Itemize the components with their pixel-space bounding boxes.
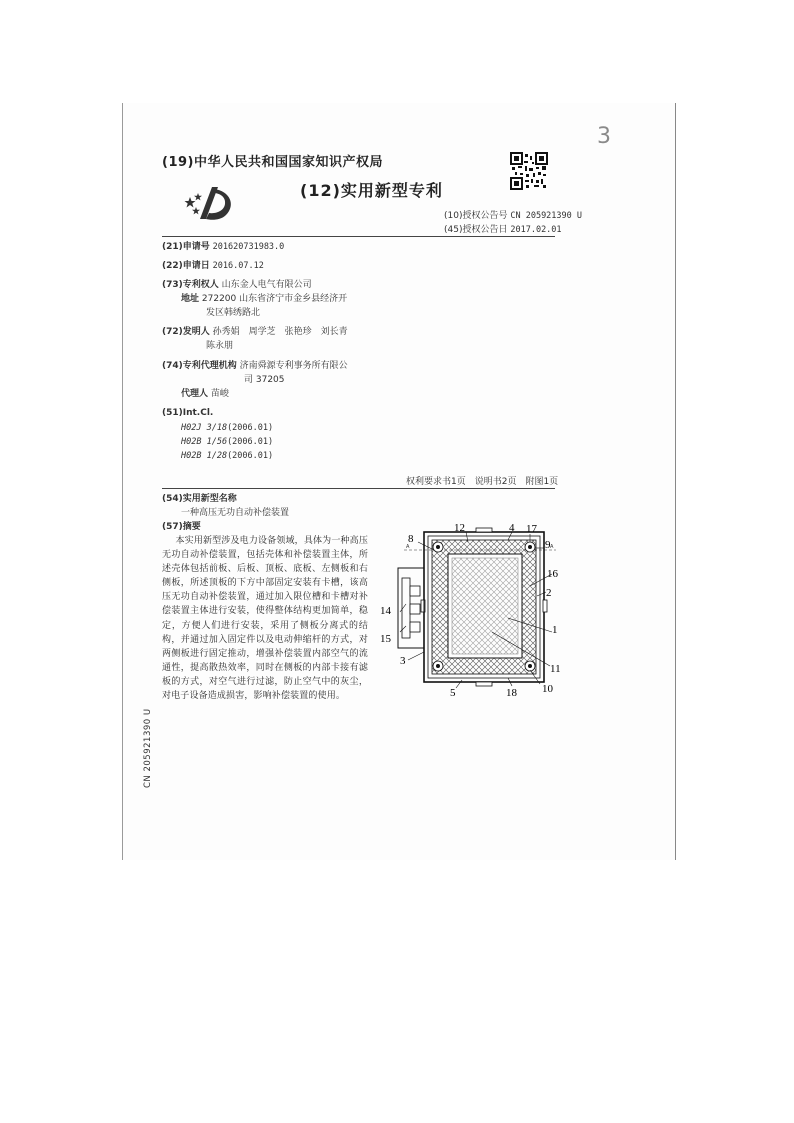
patent-kind: (12)实用新型专利 [300, 181, 443, 200]
patentee: 山东金人电气有限公司 [221, 280, 312, 290]
side-publication-number: CN 205921390 U [143, 708, 153, 788]
handwritten-page-number: 3 [597, 124, 611, 149]
ipc-label: (51)Int.Cl. [162, 408, 214, 418]
address-line-1: 272200 山东省济宁市金乡县经济开 [201, 294, 348, 304]
office-name: (19)中华人民共和国国家知识产权局 [162, 155, 383, 170]
bottom-slot [476, 682, 492, 686]
agent-label: 代理人 [181, 389, 209, 399]
grant-number: CN 205921390 U [510, 211, 583, 221]
address-label: 地址 [181, 294, 200, 304]
grant-date-row [444, 223, 562, 237]
agent: 苗峻 [210, 389, 229, 399]
inventors-row [162, 325, 348, 339]
fixing-block [410, 604, 420, 614]
callout-14: 14 [380, 605, 391, 617]
patentee-label: (73)专利权人 [162, 280, 219, 290]
agency-row [162, 359, 348, 373]
callout-8: 8 [408, 533, 414, 545]
grant-date-label: (45)授权公告日 [444, 225, 508, 235]
section-mark: A [550, 544, 554, 550]
cnipa-logo [182, 183, 238, 223]
callout-9: 9 [545, 539, 551, 551]
title-label: (54)实用新型名称 [162, 494, 237, 504]
section-mark: A [406, 544, 410, 550]
utility-model-title: 一种高压无功自动补偿装置 [181, 508, 290, 518]
pages-summary: 权利要求书1页 说明书2页 附图1页 [406, 477, 559, 487]
inventors-line-1: 孙秀娟 周学芝 张艳珍 刘长青 [212, 327, 348, 337]
inventors-label: (72)发明人 [162, 327, 210, 337]
header-rule [162, 236, 555, 237]
agency-label: (74)专利代理机构 [162, 361, 237, 371]
grant-number-row [444, 209, 582, 223]
fixing-block [410, 622, 420, 632]
abstract-text: 本实用新型涉及电力设备领域，具体为一种高压无功自动补偿装置，包括壳体和补偿装置主体，所述壳体包括前板、后板、顶板、底板、左侧板和右侧板，所述顶板的下方中部固定安装有卡槽，该高压无功自动补偿装置，通过加入限位槽和卡槽对补偿装置主体进行安装，使得整体结构更加简单，稳定，方便人们进行安装，采用了侧板分离式的结构，并通过加入固定件以及电动伸缩杆的方式，对两侧板进行固定推动，增强补偿装置内部空气的流通性，提高散热效率，同时在侧板的内部卡接有滤板的方式，对空气进行过滤，防止空气中的灰尘，对电子设备造成损害，影响补偿装置的使用。 [162, 536, 368, 702]
application-date-row [162, 259, 264, 273]
callout-2: 2 [546, 587, 552, 599]
callout-18: 18 [506, 687, 517, 699]
right-latch [543, 600, 547, 612]
inventors-line-2: 陈永朋 [206, 341, 234, 351]
callout-15: 15 [380, 633, 391, 645]
ipc-entry: H02B 1/28(2006.01) [181, 451, 274, 461]
grant-date: 2017.02.01 [510, 225, 562, 235]
patentee-row [162, 278, 312, 292]
application-number-label: (21)申请号 [162, 242, 210, 252]
abstract-label: (57)摘要 [162, 522, 201, 532]
callout-11: 11 [550, 663, 561, 675]
application-number-row [162, 240, 284, 254]
address-row [181, 292, 347, 306]
ipc-entry: H02J 3/18(2006.01) [181, 423, 274, 433]
callout-3: 3 [400, 655, 406, 667]
application-number: 201620731983.0 [212, 242, 285, 252]
abstract-figure [380, 520, 580, 700]
agency-line-1: 济南舜源专利事务所有限公 [239, 361, 348, 371]
qr-code [510, 152, 548, 190]
callout-1: 1 [552, 624, 558, 636]
callout-12: 12 [454, 522, 465, 534]
compensator-core [452, 558, 518, 654]
callout-4: 4 [509, 522, 515, 534]
application-date: 2016.07.12 [212, 261, 264, 271]
callout-5: 5 [450, 687, 456, 699]
agency-line-2: 司 37205 [244, 375, 285, 385]
fixing-block [410, 586, 420, 596]
grant-number-label: (10)授权公告号 [444, 211, 508, 221]
agent-row [181, 387, 229, 401]
callout-17: 17 [526, 523, 537, 535]
address-line-2: 发区韩绣路北 [206, 308, 261, 318]
top-slot [476, 528, 492, 532]
application-date-label: (22)申请日 [162, 261, 210, 271]
callout-10: 10 [542, 683, 553, 695]
ipc-entry: H02B 1/56(2006.01) [181, 437, 274, 447]
callout-16: 16 [547, 568, 558, 580]
biblio-rule [162, 488, 555, 489]
